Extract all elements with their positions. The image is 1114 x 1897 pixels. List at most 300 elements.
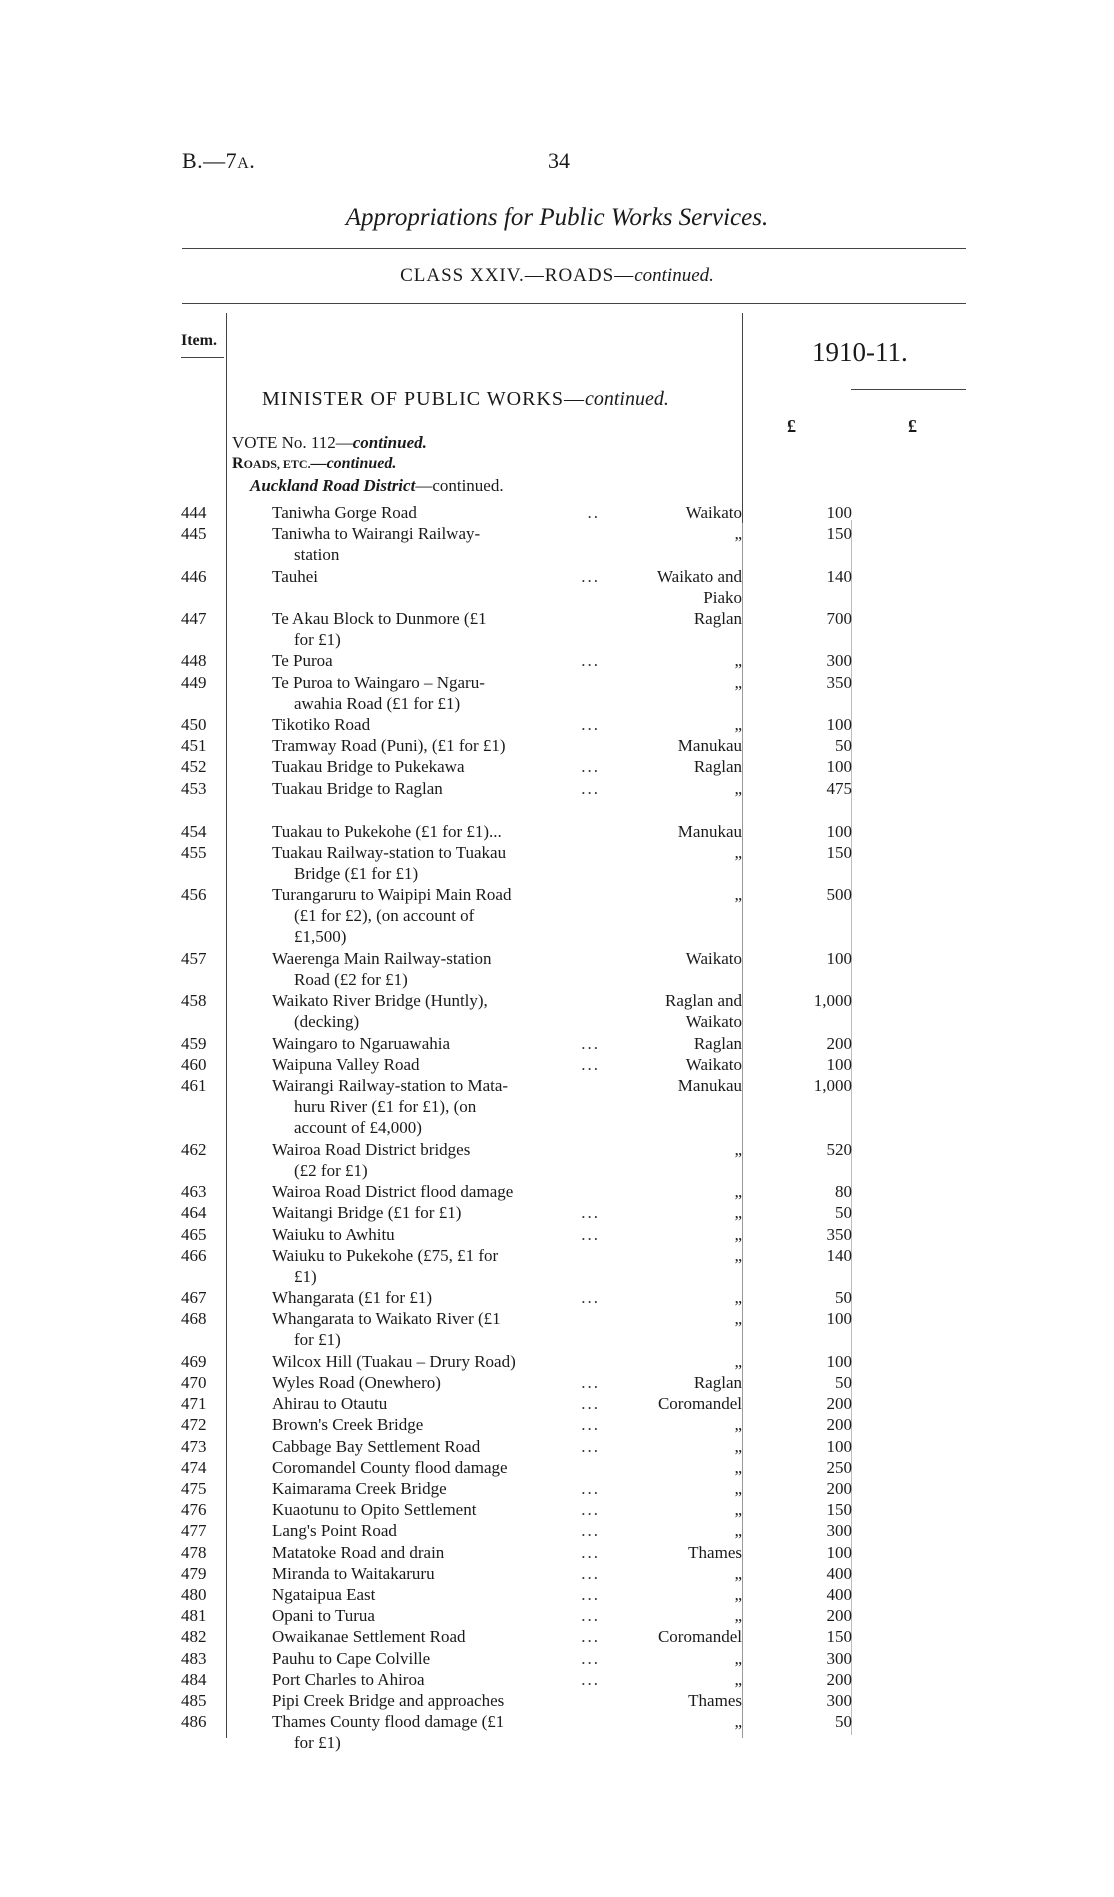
description-line: Brown's Creek Bridge	[272, 1415, 424, 1435]
description-line: awahia Road (£1 for £1)	[294, 693, 461, 713]
item-description	[272, 1308, 600, 1350]
item-district	[610, 1287, 742, 1308]
item-number: 486	[181, 1712, 207, 1732]
item-number: 444	[181, 503, 207, 522]
item-amount: 200	[826, 1606, 852, 1626]
item-number: 480	[181, 1585, 207, 1604]
item-amount: 50	[835, 736, 852, 756]
item-amount: 400	[826, 1563, 852, 1583]
item-description	[272, 1393, 600, 1414]
district-line: „	[734, 1415, 742, 1435]
item-district	[610, 502, 742, 523]
item-header-rule	[181, 357, 224, 358]
item-description	[272, 523, 600, 565]
district-line: Coromandel	[657, 1394, 742, 1414]
item-amount: 150	[826, 843, 852, 862]
item-district	[610, 735, 742, 756]
item-district	[610, 990, 742, 1032]
item-district	[610, 1605, 742, 1626]
item-description	[272, 566, 600, 587]
item-district	[610, 566, 742, 608]
description-line: Whangarata (£1 for £1)	[272, 1288, 433, 1308]
description-line: £1,500)	[294, 927, 347, 947]
leader-dots: ...	[581, 1521, 600, 1541]
leader-dots: ...	[581, 1055, 600, 1074]
item-description	[272, 672, 600, 714]
district-line: „	[734, 1436, 742, 1456]
district-line: „	[734, 1648, 742, 1668]
item-amount: 100	[826, 1055, 852, 1074]
item-description	[272, 1457, 600, 1478]
item-number: 478	[181, 1542, 207, 1562]
description-line: Thames County flood damage (£1	[272, 1712, 505, 1732]
item-district	[610, 608, 742, 629]
item-district	[610, 1563, 742, 1584]
item-district	[610, 1033, 742, 1054]
item-amount: 200	[826, 1033, 852, 1053]
description-line: Whangarata to Waikato River (£1	[272, 1309, 501, 1329]
item-amount: 100	[826, 715, 852, 734]
district-line: Waikato	[685, 949, 742, 968]
item-number: 448	[181, 651, 207, 671]
item-number: 473	[181, 1436, 207, 1456]
description-line: Te Akau Block to Dunmore (£1	[272, 609, 487, 628]
item-number: 450	[181, 715, 207, 734]
page-number: 34	[548, 148, 570, 173]
district-line: „	[734, 524, 742, 544]
pound-symbol-1: £	[787, 416, 796, 436]
item-amount: 100	[826, 1351, 852, 1371]
leader-dots: ...	[581, 1436, 600, 1456]
leader-dots: ...	[581, 1648, 600, 1668]
description-line: Tuakau to Pukekohe (£1 for £1)...	[272, 821, 502, 841]
item-description	[272, 1499, 600, 1520]
item-number: 482	[181, 1627, 207, 1647]
description-line: Road (£2 for £1)	[294, 970, 408, 989]
item-district	[610, 1669, 742, 1690]
item-amount: 1,000	[813, 991, 852, 1011]
item-number: 454	[181, 821, 207, 841]
item-number: 472	[181, 1415, 207, 1435]
item-amount: 50	[835, 1712, 852, 1732]
item-number: 462	[181, 1139, 207, 1159]
leader-dots: ...	[581, 1669, 600, 1689]
description-line: Opani to Turua	[272, 1606, 375, 1626]
item-description	[272, 1372, 600, 1393]
item-number: 465	[181, 1224, 207, 1244]
item-district	[610, 1478, 742, 1499]
item-amount: 100	[826, 503, 852, 522]
item-number: 457	[181, 949, 207, 968]
item-description	[272, 884, 600, 947]
item-amount: 200	[826, 1669, 852, 1689]
leader-dots: ...	[581, 778, 600, 798]
item-district	[610, 884, 742, 905]
title-rule	[182, 248, 966, 249]
item-description	[272, 1245, 600, 1287]
item-number: 471	[181, 1394, 207, 1414]
item-number: 470	[181, 1373, 207, 1392]
item-district	[610, 1626, 742, 1647]
header-code: B.—7A.	[182, 148, 256, 173]
description-line: £1)	[294, 1266, 317, 1286]
leader-dots: ...	[581, 1563, 600, 1583]
description-line: Waikato River Bridge (Huntly),	[272, 991, 488, 1011]
item-description	[272, 1414, 600, 1435]
item-description	[272, 714, 600, 735]
district-column-divider	[742, 313, 743, 523]
description-line: Ahirau to Otautu	[272, 1394, 388, 1414]
item-column-header: Item.	[181, 332, 217, 349]
district-line: Raglan	[693, 757, 742, 777]
district-line: „	[734, 1351, 742, 1371]
item-district	[610, 1393, 742, 1414]
description-line: Tramway Road (Puni), (£1 for £1)	[272, 736, 506, 756]
item-description	[272, 1669, 600, 1690]
item-description	[272, 990, 600, 1032]
description-line: Miranda to Waitakaruru	[272, 1563, 435, 1583]
item-amount: 50	[835, 1288, 852, 1308]
district-line: Waikato and	[656, 566, 742, 586]
item-number: 446	[181, 566, 207, 586]
item-number: 449	[181, 672, 207, 692]
leader-dots: ...	[581, 1627, 600, 1647]
leader-dots: ...	[581, 1606, 600, 1626]
description-line: for £1)	[294, 1733, 341, 1753]
item-description	[272, 1139, 600, 1181]
item-description	[272, 1054, 600, 1075]
item-amount: 100	[826, 757, 852, 777]
description-line: Coromandel County flood damage	[272, 1457, 508, 1477]
item-amount: 300	[826, 1648, 852, 1668]
item-amount: 100	[826, 821, 852, 841]
description-line: Kuaotunu to Opito Settlement	[272, 1500, 477, 1520]
description-line: Bridge (£1 for £1)	[294, 864, 419, 883]
description-line: huru River (£1 for £1), (on	[294, 1097, 477, 1117]
item-amount: 200	[826, 1415, 852, 1435]
item-number: 455	[181, 843, 207, 862]
item-amount: 140	[826, 1245, 852, 1265]
item-district	[610, 1414, 742, 1435]
item-number: 461	[181, 1076, 207, 1096]
table-top-rule	[182, 303, 966, 304]
district-line: „	[734, 1563, 742, 1583]
item-district	[610, 756, 742, 777]
leader-dots: ...	[581, 715, 600, 734]
vote-heading: VOTE No. 112—continued.	[232, 433, 427, 452]
district-line: „	[734, 843, 742, 862]
description-line: Port Charles to Ahiroa	[272, 1669, 425, 1689]
leader-dots: ...	[581, 1500, 600, 1520]
district-line: Manukau	[677, 736, 742, 756]
item-description	[272, 756, 600, 777]
item-description	[272, 1075, 600, 1138]
item-amount: 50	[835, 1203, 852, 1223]
leader-dots: ...	[581, 1373, 600, 1392]
district-line: „	[734, 778, 742, 798]
item-district	[610, 821, 742, 842]
item-column-divider	[226, 313, 227, 1738]
item-district	[610, 1351, 742, 1372]
item-number: 469	[181, 1351, 207, 1371]
item-district	[610, 1139, 742, 1160]
item-description	[272, 1648, 600, 1669]
item-number: 464	[181, 1203, 207, 1223]
district-line: „	[734, 1182, 742, 1202]
leader-dots: ...	[581, 651, 600, 671]
leader-dots: ...	[581, 1224, 600, 1244]
item-district	[610, 1520, 742, 1541]
description-line: Waipuna Valley Road	[272, 1055, 420, 1074]
description-line: (decking)	[294, 1012, 360, 1032]
item-description	[272, 1690, 600, 1711]
description-line: (£2 for £1)	[294, 1160, 368, 1180]
item-description	[272, 1478, 600, 1499]
district-line: „	[734, 1139, 742, 1159]
item-amount: 300	[826, 1521, 852, 1541]
item-amount: 700	[826, 609, 852, 628]
description-line: Waerenga Main Railway-station	[272, 949, 492, 968]
item-number: 477	[181, 1521, 207, 1541]
roads-heading: ROADS, ETC.—continued.	[232, 455, 397, 472]
item-description	[272, 821, 600, 842]
district-line: Waikato	[685, 1055, 742, 1074]
leader-dots: ...	[581, 1394, 600, 1414]
leader-dots: ...	[581, 1585, 600, 1604]
item-description	[272, 1202, 600, 1223]
district-line: „	[734, 651, 742, 671]
description-line: account of £4,000)	[294, 1118, 422, 1138]
item-district	[610, 1584, 742, 1605]
district-line: „	[734, 1585, 742, 1604]
item-amount: 350	[826, 672, 852, 692]
district-line: „	[734, 1712, 742, 1732]
pound-symbol-2: £	[908, 416, 917, 436]
item-amount: 400	[826, 1585, 852, 1604]
description-line: station	[294, 545, 340, 565]
item-number: 459	[181, 1033, 207, 1053]
item-district	[610, 1711, 742, 1732]
item-description	[272, 1224, 600, 1245]
leader-dots: ...	[581, 1033, 600, 1053]
description-line: Cabbage Bay Settlement Road	[272, 1436, 481, 1456]
item-number: 468	[181, 1309, 207, 1329]
item-district	[610, 1436, 742, 1457]
description-line: for £1)	[294, 1330, 341, 1350]
district-line: „	[734, 1479, 742, 1498]
item-description	[272, 1626, 600, 1647]
leader-dots: ...	[581, 1288, 600, 1308]
item-district	[610, 1224, 742, 1245]
district-line: Raglan	[693, 1033, 742, 1053]
year-header-rule	[851, 389, 966, 390]
item-number: 463	[181, 1182, 207, 1202]
district-line: „	[734, 1669, 742, 1689]
item-description	[272, 948, 600, 990]
district-line: Thames	[688, 1542, 742, 1562]
description-line: Ngataipua East	[272, 1585, 376, 1604]
description-line: Taniwha to Wairangi Railway-	[272, 524, 481, 544]
item-amount: 200	[826, 1394, 852, 1414]
description-line: Turangaruru to Waipipi Main Road	[272, 885, 512, 905]
description-line: Tuakau Railway-station to Tuakau	[272, 843, 507, 862]
item-number: 460	[181, 1055, 207, 1074]
leader-dots: ...	[581, 1415, 600, 1435]
item-number: 458	[181, 991, 207, 1011]
description-line: Kaimarama Creek Bridge	[272, 1479, 447, 1498]
district-line: „	[734, 1457, 742, 1477]
district-line: Waikato	[685, 503, 742, 522]
item-amount: 150	[826, 1627, 852, 1647]
item-district	[610, 948, 742, 969]
item-district	[610, 1499, 742, 1520]
item-amount: 500	[826, 885, 852, 905]
item-description	[272, 1563, 600, 1584]
item-number: 467	[181, 1288, 207, 1308]
district-line: Coromandel	[657, 1627, 742, 1647]
item-number: 483	[181, 1648, 207, 1668]
district-line: Raglan and	[665, 991, 742, 1011]
item-number: 452	[181, 757, 207, 777]
item-amount: 100	[826, 1309, 852, 1329]
item-amount: 150	[826, 1500, 852, 1520]
item-description	[272, 1181, 600, 1202]
district-line: Raglan	[693, 1373, 742, 1392]
item-amount: 140	[826, 566, 852, 586]
item-amount: 100	[826, 949, 852, 968]
item-district	[610, 1245, 742, 1266]
item-amount: 80	[835, 1182, 852, 1202]
item-description	[272, 1711, 600, 1753]
description-line: Tikotiko Road	[272, 715, 371, 734]
description-line: Tauhei	[272, 566, 319, 586]
description-line: Waitangi Bridge (£1 for £1)	[272, 1203, 462, 1223]
item-amount: 100	[826, 1436, 852, 1456]
leader-dots: ...	[581, 1203, 600, 1223]
description-line: Wairangi Railway-station to Mata-	[272, 1076, 509, 1096]
item-district	[610, 1075, 742, 1096]
item-number: 445	[181, 524, 207, 544]
district-line: Thames	[688, 1691, 742, 1710]
district-line: „	[734, 1500, 742, 1520]
item-number: 456	[181, 885, 207, 905]
item-number: 466	[181, 1245, 207, 1265]
item-description	[272, 1436, 600, 1457]
leader-dots: ...	[581, 566, 600, 586]
item-number: 453	[181, 778, 207, 798]
item-description	[272, 1542, 600, 1563]
district-line: Piako	[703, 587, 742, 607]
item-district	[610, 1457, 742, 1478]
district-line: „	[734, 715, 742, 734]
year-column-header: 1910-11.	[812, 337, 908, 367]
description-line: Waiuku to Pukekohe (£75, £1 for	[272, 1245, 499, 1265]
item-number: 475	[181, 1479, 207, 1498]
item-number: 479	[181, 1563, 207, 1583]
minister-heading: MINISTER OF PUBLIC WORKS—continued.	[262, 388, 669, 410]
description-line: Owaikanae Settlement Road	[272, 1627, 466, 1647]
district-line: „	[734, 1245, 742, 1265]
district-heading: Auckland Road District—continued.	[250, 476, 504, 495]
district-line: „	[734, 1606, 742, 1626]
description-line: Tuakau Bridge to Raglan	[272, 778, 443, 798]
description-line: Waiuku to Awhitu	[272, 1224, 395, 1244]
district-line: Raglan	[693, 609, 742, 628]
item-description	[272, 1033, 600, 1054]
item-description	[272, 735, 600, 756]
item-number: 451	[181, 736, 207, 756]
item-district	[610, 672, 742, 693]
page-title: Appropriations for Public Works Services.	[345, 204, 769, 231]
district-line: „	[734, 1288, 742, 1308]
item-description	[272, 650, 600, 671]
description-line: Wilcox Hill (Tuakau – Drury Road)	[272, 1351, 516, 1371]
description-line: Pipi Creek Bridge and approaches	[272, 1691, 505, 1710]
district-column-divider-lower	[742, 523, 743, 1738]
description-line: Lang's Point Road	[272, 1521, 397, 1541]
item-amount: 520	[826, 1139, 852, 1159]
item-amount: 100	[826, 1542, 852, 1562]
item-amount: 200	[826, 1479, 852, 1498]
item-description	[272, 842, 600, 884]
description-line: for £1)	[294, 630, 341, 649]
description-line: Matatoke Road and drain	[272, 1542, 445, 1562]
district-line: „	[734, 1309, 742, 1329]
item-number: 484	[181, 1669, 207, 1689]
description-line: Te Puroa	[272, 651, 333, 671]
item-district	[610, 1202, 742, 1223]
item-number: 476	[181, 1500, 207, 1520]
leader-dots: ...	[581, 757, 600, 777]
item-district	[610, 1372, 742, 1393]
district-line: Manukau	[677, 821, 742, 841]
description-line: Taniwha Gorge Road	[272, 503, 417, 522]
item-description	[272, 1584, 600, 1605]
item-amount: 300	[826, 1691, 852, 1710]
item-district	[610, 1054, 742, 1075]
district-line: Manukau	[677, 1076, 742, 1096]
leader-dots: ...	[581, 1542, 600, 1562]
class-title: CLASS XXIV.—ROADS—continued.	[400, 265, 714, 286]
item-amount: 300	[826, 651, 852, 671]
item-amount: 1,000	[813, 1076, 852, 1096]
item-description	[272, 608, 600, 650]
description-line: (£1 for £2), (on account of	[294, 906, 475, 926]
district-line: „	[734, 885, 742, 905]
item-district	[610, 1690, 742, 1711]
item-description	[272, 1520, 600, 1541]
item-district	[610, 523, 742, 544]
item-district	[610, 1542, 742, 1563]
item-amount: 150	[826, 524, 852, 544]
description-line: Wyles Road (Onewhero)	[272, 1373, 441, 1392]
item-amount: 475	[826, 778, 852, 798]
item-description	[272, 778, 600, 799]
item-description	[272, 502, 600, 523]
district-line: „	[734, 1203, 742, 1223]
item-number: 474	[181, 1457, 207, 1477]
item-district	[610, 1648, 742, 1669]
leader-dots: ...	[581, 1479, 600, 1498]
description-line: Waingaro to Ngaruawahia	[272, 1033, 451, 1053]
item-number: 485	[181, 1691, 207, 1710]
item-district	[610, 650, 742, 671]
district-line: „	[734, 1521, 742, 1541]
description-line: Te Puroa to Waingaro – Ngaru-	[272, 672, 485, 692]
district-line: „	[734, 1224, 742, 1244]
item-description	[272, 1287, 600, 1308]
item-district	[610, 1308, 742, 1329]
